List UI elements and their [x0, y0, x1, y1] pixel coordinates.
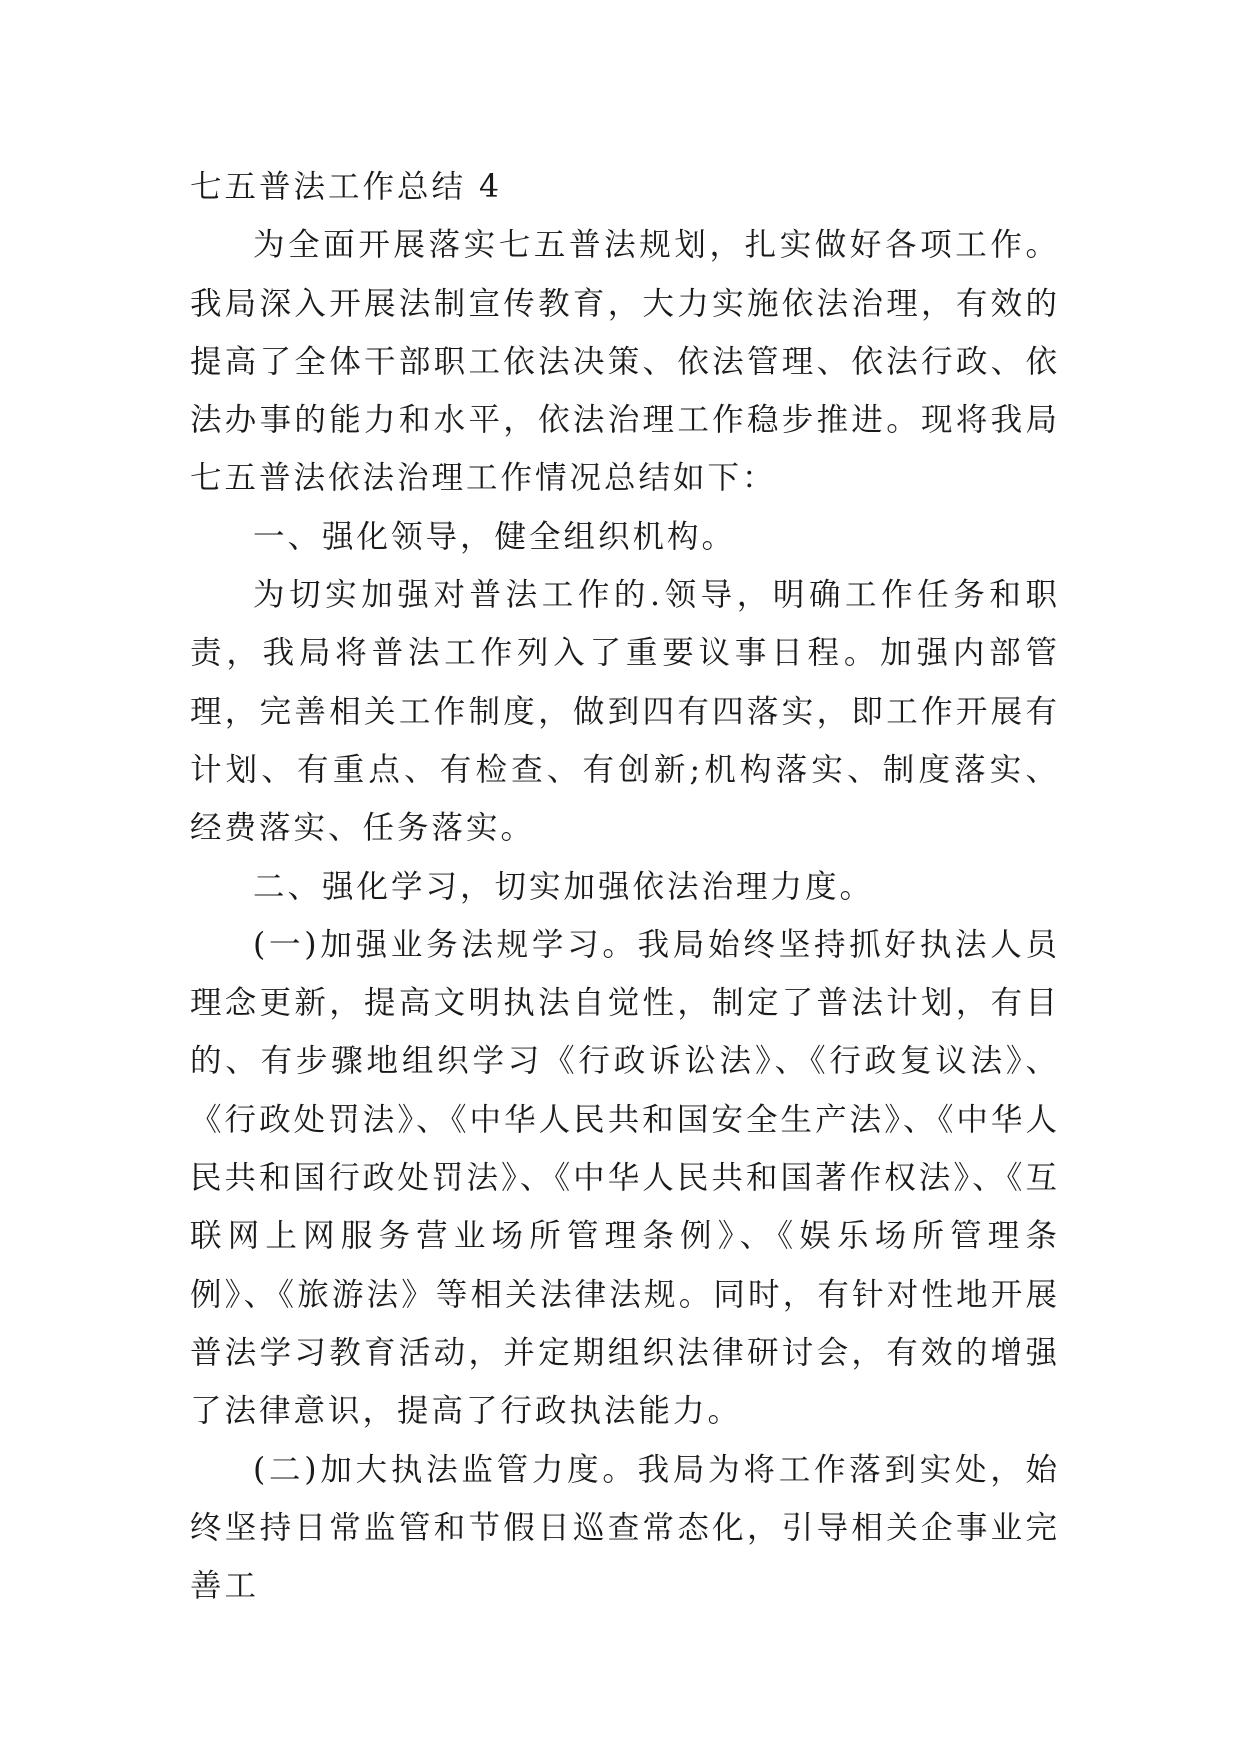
section-heading-2: 二、强化学习，切实加强依法治理力度。 — [253, 868, 875, 905]
paragraph-study: (一)加强业务法规学习。我局始终坚持抓好执法人员理念更新，提高文明执法自觉性，制定了普法计划，有目的、有步骤地组织学习《行政诉讼法》、《行政复议法》、《行政处罚法》、《中华人民共和国安全生产法》、《中华人民共和国行政处罚法》、《中华人民共和国著作权法》、《互联网上网服务营业场所管理条例》、《娱乐场所管理条例》、《旅游法》等相关法律法规。同时，有针对性地开展普法学习教育活动，并定期组织法律研讨会，有效的增强了法律意识，提高了行政执法能力。 — [190, 926, 1060, 1430]
paragraph-intro: 为全面开展落实七五普法规划，扎实做好各项工作。我局深入开展法制宣传教育，大力实施依法治理，有效的提高了全体干部职工依法决策、依法管理、依法行政、依法办事的能力和水平，依法治理工作稳步推进。现将我局七五普法依法治理工作情况总结如下： — [190, 227, 1060, 497]
paragraph-leadership: 为切实加强对普法工作的.领导，明确工作任务和职责，我局将普法工作列入了重要议事日程。加强内部管理，完善相关工作制度，做到四有四落实，即工作开展有计划、有重点、有检查、有创新;机构落实、制度落实、经费落实、任务落实。 — [190, 577, 1060, 847]
paragraph-enforcement: (二)加大执法监管力度。我局为将工作落到实处，始终坚持日常监管和节假日巡查常态化，引导相关企事业完善工 — [190, 1451, 1060, 1605]
document-title: 七五普法工作总结 4 — [190, 169, 503, 205]
document-body — [190, 158, 1060, 1615]
section-heading-1: 一、强化领导，健全组织机构。 — [253, 518, 737, 555]
